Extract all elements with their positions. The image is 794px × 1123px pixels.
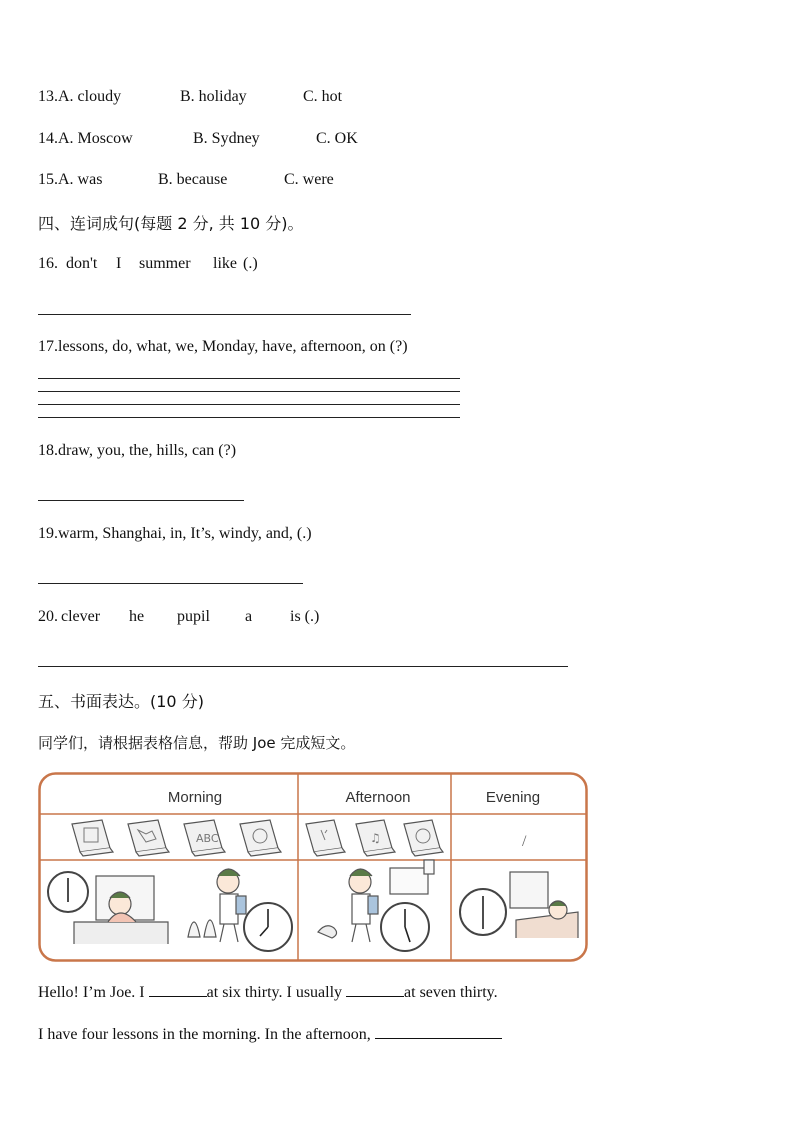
passage-line-2: [38, 1024, 502, 1044]
question-13: [38, 88, 121, 106]
question-number: 13.: [38, 88, 58, 105]
answer-blank[interactable]: [346, 982, 404, 997]
answer-line[interactable]: [38, 404, 460, 405]
passage-text: at six thirty. I usually: [206, 984, 347, 1001]
svg-text:ABC: ABC: [196, 832, 219, 845]
answer-line[interactable]: [38, 583, 303, 584]
passage-text: Hello! I’m Joe. I: [38, 984, 149, 1001]
word: a: [245, 608, 253, 625]
option-a: A. was: [58, 171, 103, 188]
answer-line[interactable]: [38, 500, 244, 501]
passage-line-1: [38, 982, 498, 1002]
question-16-number: 16.: [38, 255, 58, 272]
question-18: 18.draw, you, the, hills, can (?): [38, 442, 237, 459]
word: like: [213, 255, 237, 272]
schedule-table: [38, 772, 588, 962]
answer-line[interactable]: [38, 391, 460, 392]
header-evening: Evening: [485, 789, 541, 806]
word: clever: [61, 608, 101, 625]
instruction: 同学们，请根据表格信息，帮助 Joe 完成短文。: [38, 734, 356, 752]
word: don't: [66, 255, 98, 272]
answer-blank[interactable]: [149, 982, 207, 997]
option-a: A. cloudy: [58, 88, 122, 105]
word: he: [129, 608, 145, 625]
passage-text: at seven thirty.: [404, 984, 498, 1001]
answer-line[interactable]: [38, 417, 460, 418]
word: summer: [139, 255, 191, 272]
answer-line[interactable]: [38, 666, 568, 667]
option-b: B. holiday: [180, 88, 247, 105]
evening-mark: /: [522, 833, 527, 850]
answer-line[interactable]: [38, 378, 460, 379]
option-c: C. were: [284, 171, 334, 188]
section-5-title: 五、书面表达。(10 分): [38, 692, 204, 711]
word: pupil: [177, 608, 210, 625]
passage-text: I have four lessons in the morning. In the afternoon,: [38, 1026, 375, 1043]
word: is (.): [290, 608, 320, 625]
question-15: [38, 171, 102, 189]
word: (.): [243, 255, 258, 272]
option-c: C. hot: [303, 88, 343, 105]
question-number: 14.: [38, 130, 58, 147]
answer-line[interactable]: [38, 314, 411, 315]
question-number: 15.: [38, 171, 58, 188]
question-20-number: 20.: [38, 608, 58, 625]
answer-blank[interactable]: [375, 1024, 502, 1039]
header-morning: Morning: [167, 789, 223, 806]
option-b: B. because: [158, 171, 228, 188]
question-14: [38, 130, 133, 148]
header-afternoon: Afternoon: [345, 789, 411, 806]
question-17: 17.lessons, do, what, we, Monday, have, afternoon, on (?): [38, 338, 408, 355]
word: I: [116, 255, 122, 272]
question-19: 19.warm, Shanghai, in, It’s, windy, and, (.): [38, 525, 312, 542]
option-a: A. Moscow: [58, 130, 133, 147]
option-c: C. OK: [316, 130, 358, 147]
section-4-title: 四、连词成句(每题 2 分, 共 10 分)。: [38, 214, 304, 233]
music-note-icon: ♫: [370, 831, 381, 845]
option-b: B. Sydney: [193, 130, 260, 147]
